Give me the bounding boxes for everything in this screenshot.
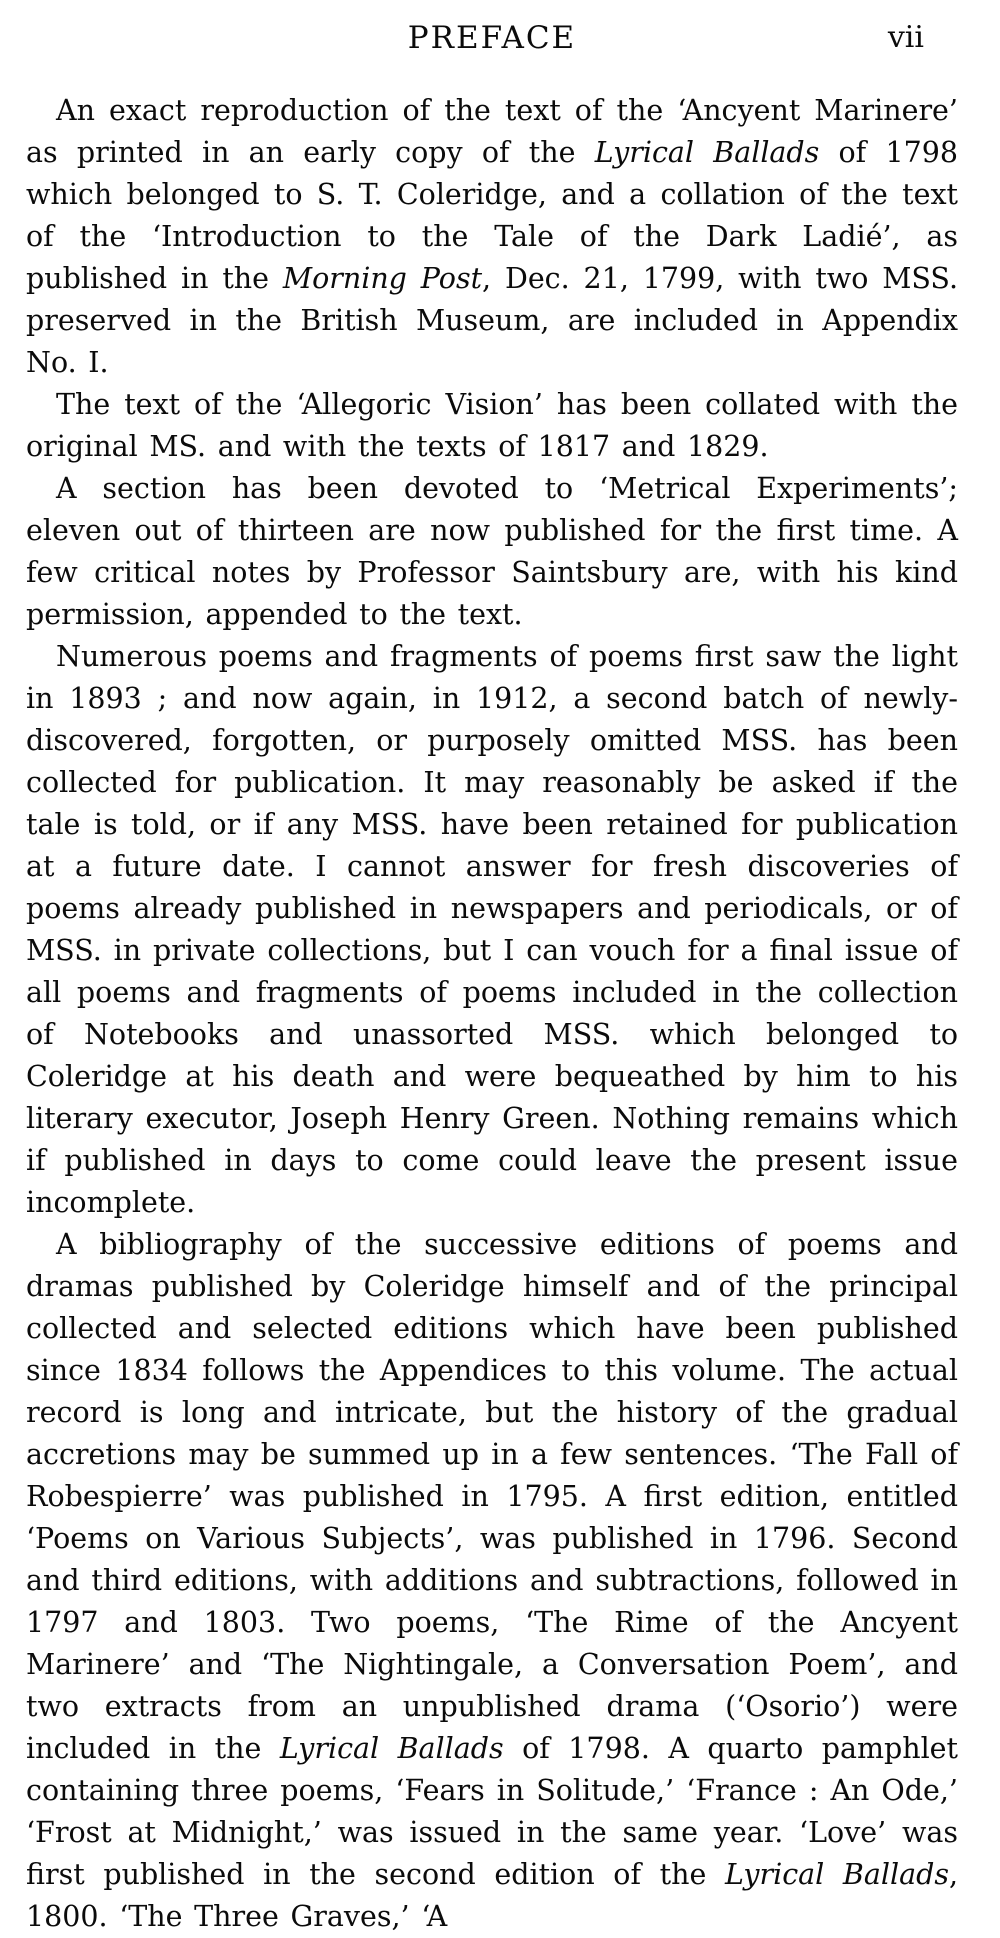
text-segment: , 1800. ‘The Three Graves,’ ‘A [26,1858,959,1933]
text-segment: A bibliography of the successive editions of poems and dramas published by Coleridge himself and of the principal collected and selected editions which have been published since 1834 follows the Appendices to this volume. The actual record is long and intricate, but the history of the gradual accretions may be summed up in a few sentences. ‘The Fall of Robespierre’ was published in 1795. A first edition, entitled ‘Poems on Various Subjects’, was published in 1796. Second and third editions, with additions and subtractions, followed in 1797 and 1803. Two poems, ‘The Rime of the Ancyent Marinere’ and ‘The Nightingale, a Conversation Poem’, and two extracts from an unpublished drama (‘Osorio’) were included in the [26,1228,958,1765]
text-segment: The text of the ‘Allegoric Vision’ has been collated with the original MS. and with the texts of 1817 and 1829. [26,388,958,463]
text-segment: of 1798. A quarto pamphlet containing three poems, ‘Fears in Solitude,’ ‘France : An Ode,’ ‘Frost at Midnight,’ was issued in the same year. ‘Love’ was first published in the second edition of the [26,1732,959,1891]
text-segment: Numerous poems and fragments of poems first saw the light in 1893 ; and now again, in 1912, a second batch of newly-discovered, forgotten, or purposely omitted MSS. has been collected for publication. It may reasonably be asked if the tale is told, or if any MSS. have been retained for publication at a future date. I cannot answer for fresh discoveries of poems already published in newspapers and periodicals, or of MSS. in private collections, but I can vouch for a final issue of all poems and fragments of poems included in the collection of Notebooks and unassorted MSS. which belonged to Coleridge at his death and were bequeathed by him to his literary executor, Joseph Henry Green. Nothing remains which if published in days to come could leave the present issue incomplete. [26,640,958,1219]
page-body [26,90,958,1938]
text-segment: An exact reproduction of the text of the ‘Ancyent Marinere’ as printed in an early copy of the [26,94,958,169]
paragraph [26,90,958,384]
italic-text-segment: Lyrical Ballads [594,136,820,169]
text-segment: , Dec. 21, 1799, with two MSS. preserved in the British Museum, are included in Appendix No. I. [26,262,958,379]
italic-text-segment: Morning Post [282,262,483,295]
page-title: PREFACE [407,20,577,56]
page-header [26,20,958,64]
paragraph [26,468,958,636]
page-number: vii [887,20,924,55]
paragraph [26,1224,958,1938]
italic-text-segment: Lyrical Ballads [724,1858,949,1891]
italic-text-segment: Lyrical Ballads [279,1732,504,1765]
paragraph [26,636,958,1224]
paragraph [26,384,958,468]
text-segment: of 1798 which belonged to S. T. Coleridge, and a collation of the text of the ‘Introduction to the Tale of the Dark Ladié’, as published in the [26,136,958,295]
text-segment: A section has been devoted to ‘Metrical Experiments’; eleven out of thirteen are now published for the first time. A few critical notes by Professor Saintsbury are, with his kind permission, appended to the text. [26,472,958,631]
